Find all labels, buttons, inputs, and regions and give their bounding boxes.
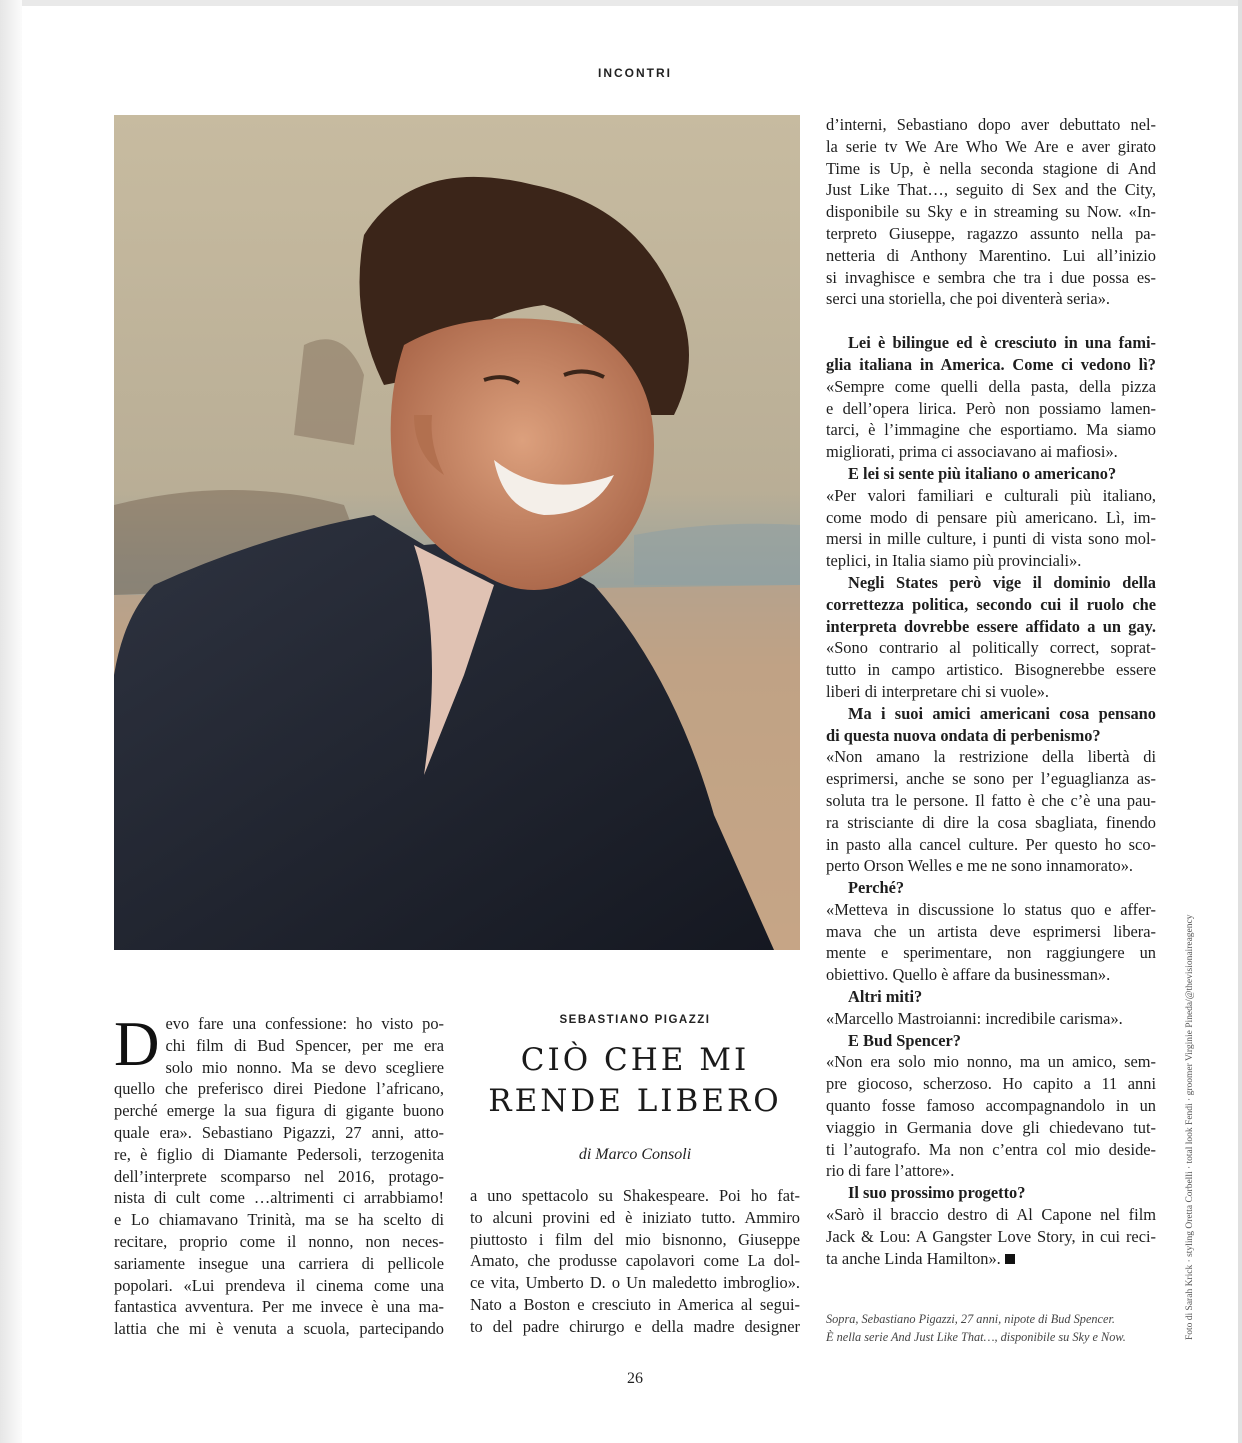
body-line: quello che preferisco direi Piedone l’africano, bbox=[114, 1079, 444, 1099]
answer-line: rio di fare l’attore». bbox=[826, 1161, 955, 1181]
answer-line: quanto fosse famoso accompagnandolo in un bbox=[826, 1096, 1156, 1116]
question: Altri miti? bbox=[848, 987, 923, 1007]
answer-line bbox=[826, 1248, 1156, 1270]
body-line: re, è figlio di Diamante Pedersoli, terzogenita bbox=[114, 1144, 444, 1164]
page-top-edge bbox=[0, 0, 1242, 6]
headline-line-2: RENDE LIBERO bbox=[488, 1083, 782, 1119]
body-line: a uno spettacolo su Shakespeare. Poi ho fat- bbox=[470, 1186, 800, 1205]
answer-line: mente e sperimentare, non raggiungere un bbox=[826, 943, 1156, 963]
question: Lei è bilingue ed è cresciuto in una fami- bbox=[848, 333, 1156, 353]
body-column-3 bbox=[826, 114, 1156, 1269]
body-line: Just Like That…, seguito di Sex and the City, bbox=[826, 180, 1156, 200]
answer-line: «Metteva in discussione lo status quo e affer- bbox=[826, 899, 1156, 919]
answer-line: ra strisciante di dire la cosa sbagliata, finendo bbox=[826, 812, 1156, 832]
answer-line: viaggio in Germania dove gli chiedevano tut- bbox=[826, 1117, 1156, 1137]
body-line: Time is Up, è nella seconda stagione di And bbox=[826, 158, 1156, 178]
body-line: dell’interprete scomparso nel 2016, protago- bbox=[114, 1166, 444, 1186]
photo-caption bbox=[826, 1310, 1156, 1346]
answer-line: tutto in campo artistico. Bisognerebbe essere bbox=[826, 660, 1156, 680]
answer-line: perto Orson Welles e me ne sono innamorato». bbox=[826, 856, 1133, 876]
body-line: d’interni, Sebastiano dopo aver debuttato nel- bbox=[826, 115, 1156, 134]
answer-line: in pasto alla cancel culture. Per questo ho sco- bbox=[826, 834, 1156, 854]
answer-line: come modo di pensare più americano. Lì, im- bbox=[826, 507, 1156, 527]
answer-line: «Marcello Mastroianni: incredibile carisma». bbox=[826, 1008, 1123, 1028]
answer-line: liberi di interpretare chi si vuole». bbox=[826, 681, 1050, 701]
answer-line: «Sarò il braccio destro di Al Capone nel film bbox=[826, 1205, 1156, 1225]
body-line: disponibile su Sky e in streaming su Now. «In- bbox=[826, 202, 1156, 222]
page-number: 26 bbox=[627, 1370, 643, 1387]
article-subject: SEBASTIANO PIGAZZI bbox=[559, 1014, 711, 1026]
question: interpreta dovrebbe essere affidato a un gay. bbox=[826, 616, 1156, 636]
question: glia italiana in America. Come ci vedono lì? bbox=[826, 354, 1156, 374]
answer-line: soluta tra le persone. Il fatto è che c’è una pau- bbox=[826, 790, 1156, 810]
body-line: to alcuni provini ed è iniziato tutto. Ammiro bbox=[470, 1207, 800, 1227]
question: E lei si sente più italiano o americano? bbox=[848, 463, 1117, 483]
body-line: serci una storiella, che poi diventerà seria». bbox=[826, 289, 1110, 309]
answer-line: «Sono contrario al politically correct, soprat- bbox=[826, 638, 1156, 658]
question: correttezza politica, secondo cui il ruolo che bbox=[826, 594, 1156, 614]
answer-line: esprimersi, anche se sono per l’eguaglianza as- bbox=[826, 769, 1156, 789]
drop-cap: D bbox=[114, 1009, 160, 1079]
photo-credit: Foto di Sarah Krick · styling Oretta Corbelli · total look Fendi · groomer Virginie Pineda/@thevisionaireagency bbox=[1185, 914, 1195, 1340]
body-line: to del padre chirurgo e della madre designer bbox=[470, 1316, 800, 1336]
body-column-1 bbox=[114, 1009, 444, 1340]
answer-line: teplici, in Italia siamo più provinciali». bbox=[826, 551, 1082, 571]
answer-line: obiettivo. Quello è affare da businessman». bbox=[826, 965, 1111, 985]
caption-line: Sopra, Sebastiano Pigazzi, 27 anni, nipote di Bud Spencer. bbox=[826, 1312, 1115, 1326]
answer-line: «Non amano la restrizione della libertà di bbox=[826, 747, 1156, 767]
answer-line: pre giocoso, scherzoso. Ho capito a 11 anni bbox=[826, 1074, 1156, 1094]
body-line: Amato, che produsse capolavori come La dol- bbox=[470, 1251, 800, 1271]
body-line: ce vita, Umberto D. o Un maledetto imbroglio». bbox=[470, 1273, 800, 1293]
body-line: perché emerge la sua figura di gigante buono bbox=[114, 1101, 444, 1121]
body-line: sariamente insegue una carriera di pellicole bbox=[114, 1253, 444, 1273]
question: di questa nuova ondata di perbenismo? bbox=[826, 725, 1101, 745]
body-line: terpreto Giuseppe, ragazzo assunto nella pa- bbox=[826, 223, 1156, 243]
answer-line: tarci, è l’immagine che esportiamo. Ma siamo bbox=[826, 420, 1156, 440]
body-column-2 bbox=[470, 1185, 800, 1338]
answer-line: Jack & Lou: A Gangster Love Story, in cui reci- bbox=[826, 1226, 1156, 1246]
answer-line: e dell’opera lirica. Però non possiamo lamen- bbox=[826, 398, 1156, 418]
page-right-edge bbox=[1238, 0, 1242, 1443]
body-line: recitare, proprio come il nonno, non neces- bbox=[114, 1231, 444, 1251]
body-line: popolari. «Lui prendeva il cinema come una bbox=[114, 1275, 444, 1295]
article-byline: di Marco Consoli bbox=[578, 1146, 692, 1163]
question: Il suo prossimo progetto? bbox=[848, 1183, 1026, 1203]
article-headline bbox=[470, 1040, 800, 1122]
body-line: Nato a Boston e cresciuto in America al segui- bbox=[470, 1294, 800, 1314]
body-line: fantastica avventura. Per me invece è una ma- bbox=[114, 1297, 444, 1317]
end-mark-icon bbox=[1005, 1254, 1015, 1264]
answer-line: migliorati, prima ci associavano ai mafiosi». bbox=[826, 442, 1118, 462]
body-line: chi film di Bud Spencer, per me era bbox=[165, 1035, 444, 1055]
headline-line-1: CIÒ CHE MI bbox=[520, 1042, 750, 1078]
question: Perché? bbox=[848, 878, 905, 898]
body-line: netteria di Anthony Marentino. Lui all’inizio bbox=[826, 245, 1156, 265]
portrait-photo bbox=[114, 115, 800, 950]
answer-line: mersi in mille culture, i punti di vista sono mol- bbox=[826, 529, 1156, 549]
body-line: si invaghisce e sembra che tra i due possa es- bbox=[826, 267, 1156, 287]
body-line: piuttosto i film del mio bisnonno, Giuseppe bbox=[470, 1229, 800, 1249]
answer-line-text: ta anche Linda Hamilton». bbox=[826, 1248, 1001, 1268]
question: Ma i suoi amici americani cosa pensano bbox=[848, 703, 1156, 723]
answer-line: mava che un artista deve esprimersi libera- bbox=[826, 921, 1156, 941]
question: E Bud Spencer? bbox=[848, 1030, 961, 1050]
page-binding-shadow bbox=[0, 0, 22, 1443]
body-line: e Lo chiamavano Trinità, ma se ha scelto di bbox=[114, 1210, 444, 1230]
section-label: INCONTRI bbox=[598, 66, 672, 80]
body-line: evo fare una confessione: ho visto po- bbox=[165, 1014, 444, 1033]
body-line: la serie tv We Are Who We Are e aver girato bbox=[826, 136, 1156, 156]
body-line: quale era». Sebastiano Pigazzi, 27 anni, atto- bbox=[114, 1122, 444, 1142]
body-line: nista di cult come …altrimenti ci arrabbiamo! bbox=[114, 1188, 444, 1208]
answer-line: «Per valori familiari e culturali più italiano, bbox=[826, 485, 1156, 505]
answer-line: ti l’autografo. Ma non c’entra col mio deside- bbox=[826, 1139, 1156, 1159]
answer-line: «Sempre come quelli della pasta, della pizza bbox=[826, 376, 1156, 396]
body-line: lattia che mi è venuta a scuola, partecipando bbox=[114, 1319, 444, 1339]
caption-line: È nella serie And Just Like That…, disponibile su Sky e Now. bbox=[826, 1330, 1126, 1344]
body-line: solo mio nonno. Ma se devo scegliere bbox=[165, 1057, 444, 1077]
answer-line: «Non era solo mio nonno, ma un amico, sem- bbox=[826, 1052, 1156, 1072]
paragraph-gap bbox=[826, 310, 1156, 332]
question: Negli States però vige il dominio della bbox=[848, 572, 1156, 592]
